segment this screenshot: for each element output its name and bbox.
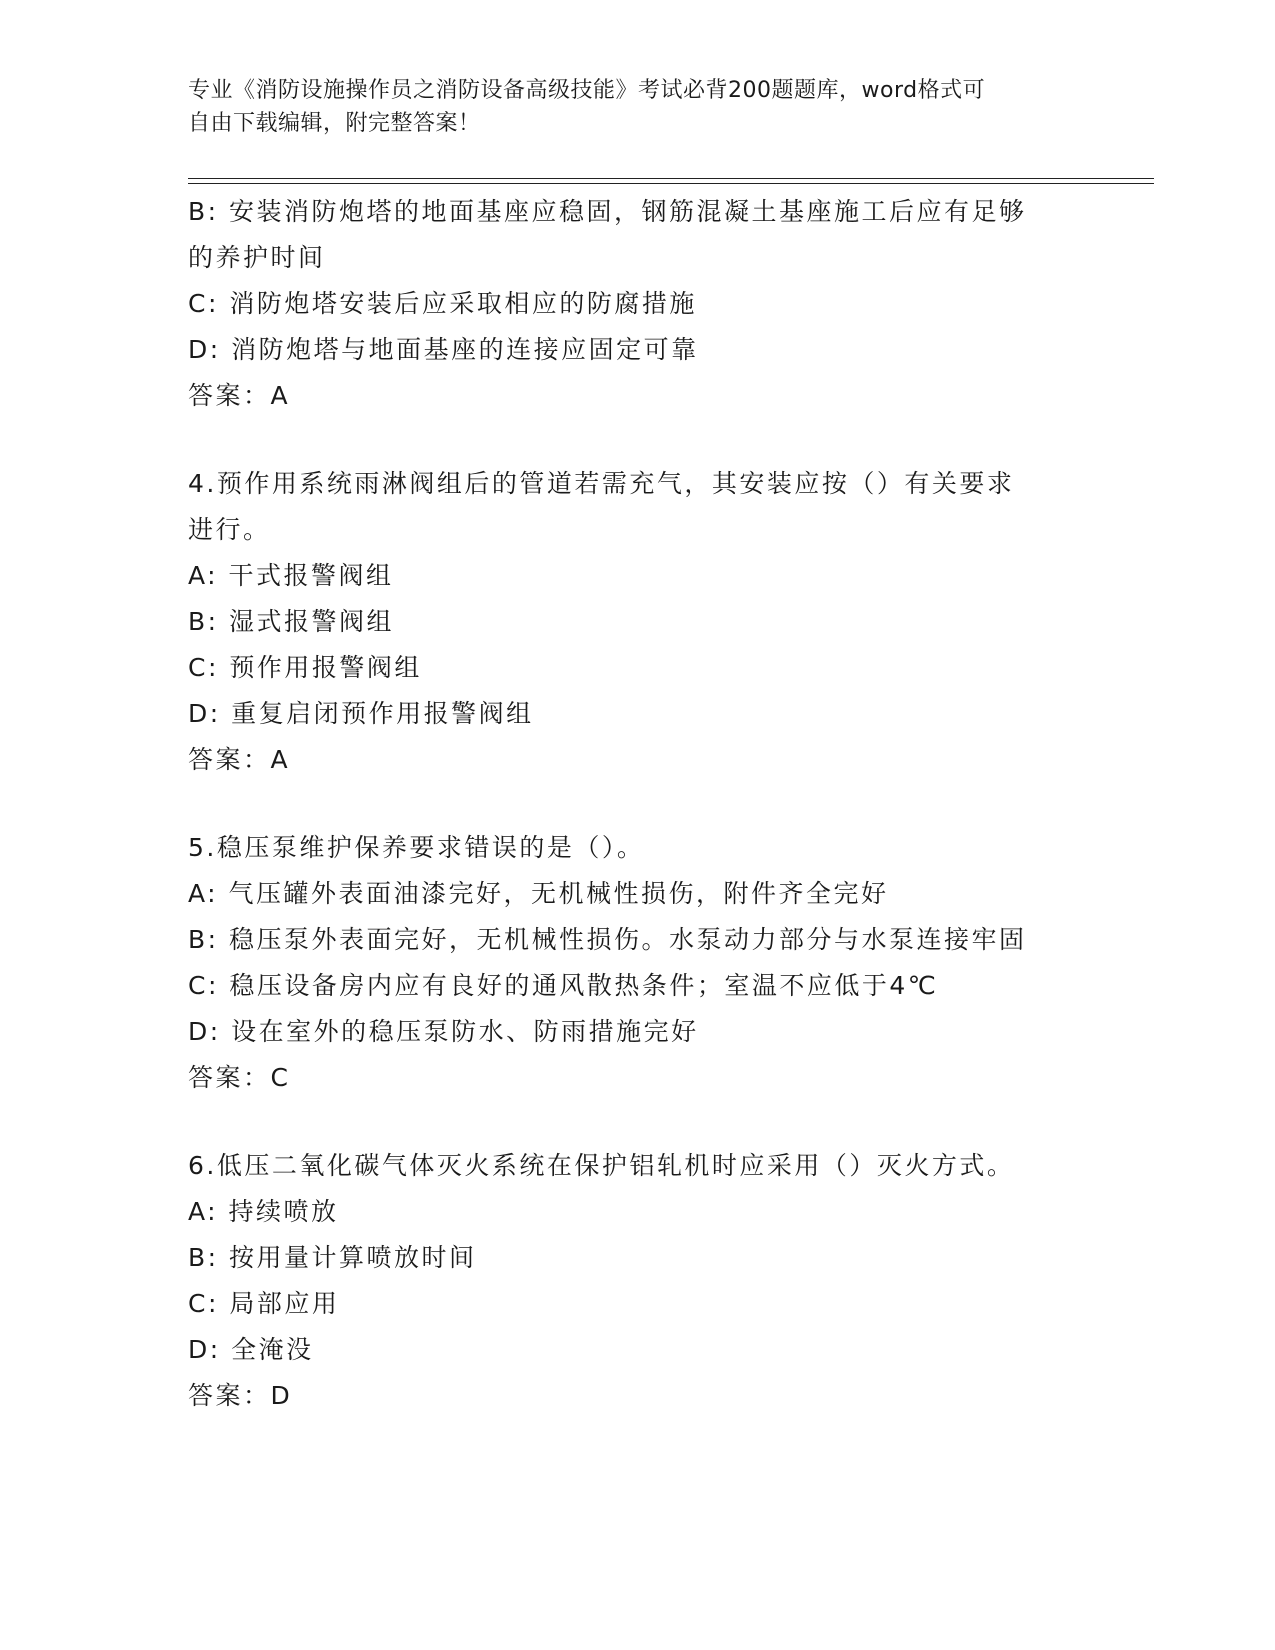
option-a: A: 气压罐外表面油漆完好，无机械性损伤，附件齐全完好 bbox=[188, 879, 889, 908]
question-5 bbox=[188, 825, 1088, 1101]
question-6 bbox=[188, 1143, 1088, 1419]
option-c: C: 局部应用 bbox=[188, 1289, 340, 1318]
answer: 答案：A bbox=[188, 745, 291, 774]
option-b: B: 按用量计算喷放时间 bbox=[188, 1243, 477, 1272]
option-d: D: 全淹没 bbox=[188, 1335, 314, 1364]
option-d: D: 消防炮塔与地面基座的连接应固定可靠 bbox=[188, 335, 699, 364]
header-divider-bottom bbox=[188, 183, 1154, 184]
question-stem: 4.预作用系统雨淋阀组后的管道若需充气，其安装应按（）有关要求 bbox=[188, 469, 1015, 498]
option-b: B: 稳压泵外表面完好，无机械性损伤。水泵动力部分与水泵连接牢固 bbox=[188, 925, 1027, 954]
answer: 答案：C bbox=[188, 1063, 291, 1092]
header-divider-top bbox=[188, 178, 1154, 179]
question-stem-continued: 进行。 bbox=[188, 515, 271, 544]
question-4 bbox=[188, 461, 1088, 783]
option-b-continued: 的养护时间 bbox=[188, 243, 326, 272]
answer: 答案：D bbox=[188, 1381, 293, 1410]
document-header bbox=[188, 74, 1068, 140]
header-line-2: 自由下载编辑，附完整答案！ bbox=[188, 111, 481, 136]
option-d: D: 设在室外的稳压泵防水、防雨措施完好 bbox=[188, 1017, 699, 1046]
option-a: A: 干式报警阀组 bbox=[188, 561, 394, 590]
question-list bbox=[188, 189, 1088, 1419]
option-c: C: 消防炮塔安装后应采取相应的防腐措施 bbox=[188, 289, 697, 318]
header-line-1: 专业《消防设施操作员之消防设备高级技能》考试必背200题题库，word格式可 bbox=[188, 78, 986, 103]
question-stem: 5.稳压泵维护保养要求错误的是（）。 bbox=[188, 833, 645, 862]
option-d: D: 重复启闭预作用报警阀组 bbox=[188, 699, 534, 728]
option-a: A: 持续喷放 bbox=[188, 1197, 339, 1226]
question-3-partial bbox=[188, 189, 1088, 419]
option-c: C: 预作用报警阀组 bbox=[188, 653, 422, 682]
option-c: C: 稳压设备房内应有良好的通风散热条件；室温不应低于4℃ bbox=[188, 971, 939, 1000]
question-stem: 6.低压二氧化碳气体灭火系统在保护铝轧机时应采用（）灭火方式。 bbox=[188, 1151, 1015, 1180]
option-b: B: 安装消防炮塔的地面基座应稳固，钢筋混凝土基座施工后应有足够 bbox=[188, 197, 1027, 226]
option-b: B: 湿式报警阀组 bbox=[188, 607, 395, 636]
answer: 答案：A bbox=[188, 381, 291, 410]
